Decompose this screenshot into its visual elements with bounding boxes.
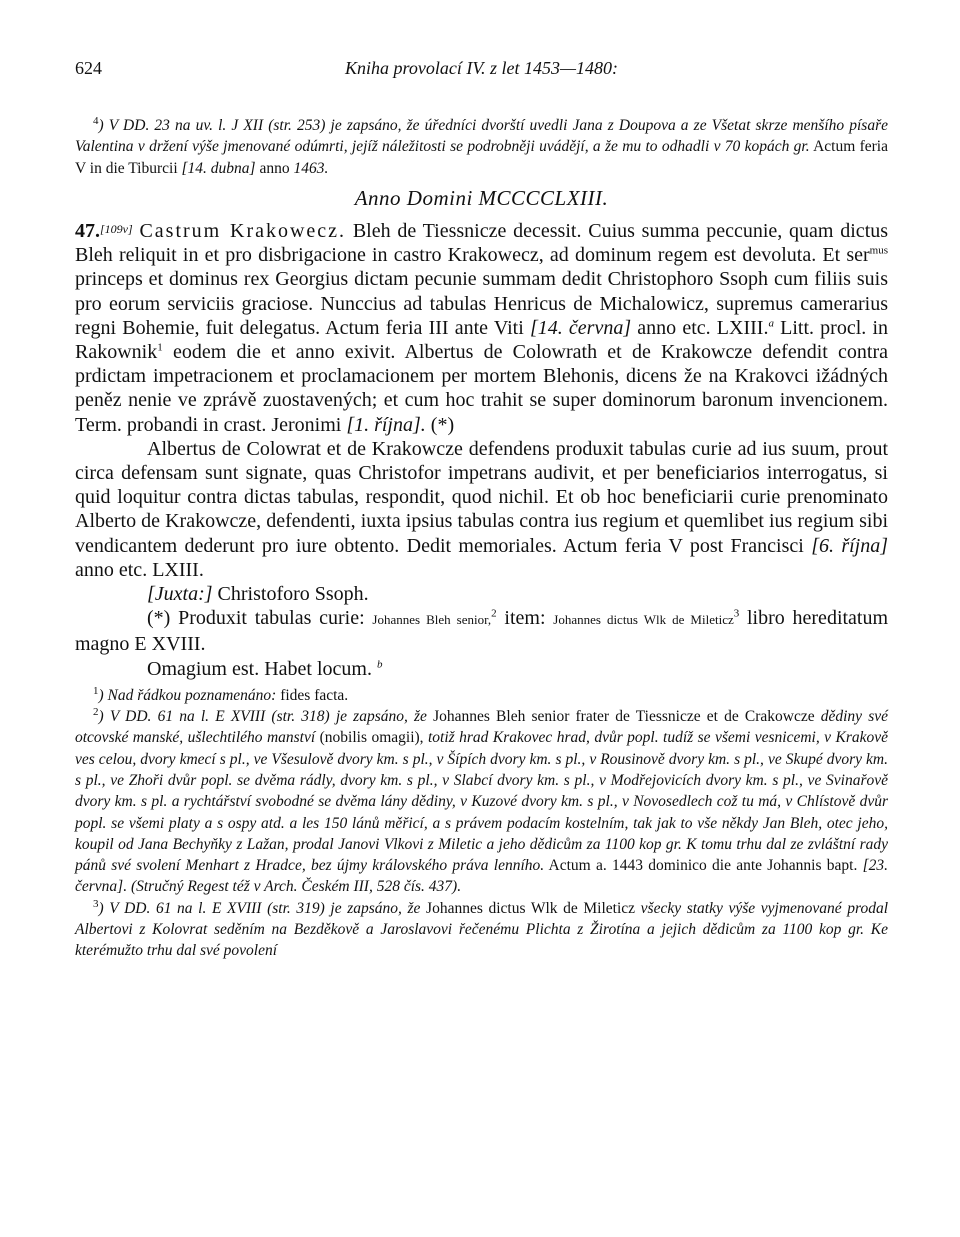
entry-text: Litt. procl. in Rakownik	[75, 316, 889, 363]
footnote-latin: Johannes dictus Wlk de Mileticz	[426, 899, 636, 917]
date-note: [1. října].	[346, 413, 426, 436]
juxta-line	[75, 582, 888, 606]
entry-47	[75, 217, 888, 681]
star-note	[75, 606, 888, 656]
footnote-latin: fides facta.	[280, 686, 349, 704]
footnote-latin: (nobilis omagii),	[319, 729, 424, 747]
note-mark: 1	[157, 341, 163, 354]
date-note: [14. června]	[529, 316, 632, 339]
footnote-mark: 3	[93, 897, 99, 910]
entry-paragraph	[75, 437, 888, 582]
year-heading: Anno Domini MCCCCLXIII.	[354, 185, 609, 210]
date-note: [6. října]	[811, 534, 889, 557]
superscript: mus	[869, 244, 888, 257]
entry-text: (*) Produxit tabulas curie:	[147, 607, 365, 630]
castrum-title: Castrum Krakowecz.	[139, 219, 347, 242]
footnote-date: [14. dubna]	[181, 159, 256, 177]
running-head	[75, 58, 888, 88]
footnote-text: totiž hrad Krakovec hrad, dvůr popl. tudíž se všemi vesnicemi, v Krakově ves celou, dvory kmecí s pl., ve Všesulově dvory km. s pl., v Šípích dvory km. s pl., v Rousinově dvory km. s pl., ve Skupé dvory km. s pl., ve Zhoři dvůr popl. se dvěma rádly, dvory km. s pl., v Slabcí dvory km. s pl., v Modřejovicích dvory km. s pl., ve Svinařově dvory km. s pl. a rychtářství svobodné se dvěma lány dědiny, v Kuzové dvory km. s pl., v Novosedlech což tu má, v Chlístově dvůr popl. se všemi platy a s ospy atd. a les 150 lánů měřicí, a s právem podacím kostelním, tak jak to vše někdy Jan Bleh, otec jeho, koupil od Jana Bechyňky z Lažan, prodal Janovi Vlkovi z Miletic a jeho dědicům za 1100 kop gr. K tomu trhu dal ze zvláštní rady pánů své svolení Menhart z Hradce, bez újmy královského práva lenního.	[75, 729, 889, 875]
footnote-text: ) V DD. 61 na l. E XVIII (str. 318) je zapsáno, že	[98, 708, 427, 726]
entry-text: Omagium est. Habet locum.	[147, 657, 372, 680]
folio-mark: [109v]	[100, 221, 133, 236]
omagium-line	[75, 657, 888, 681]
footnote-mark: 1	[93, 684, 99, 697]
footnote-latin: anno	[259, 159, 290, 177]
footnote-2	[75, 706, 888, 898]
entry-text: Albertus de Colowrat et de Krakowcze defendens produxit tabulas curie ad ius suum, prout circa defensam sunt signate, quas Christofor impetrans audivit, et per beneficiarios interrogatus, si quid loquitur contra dictas tabulas, respondit, quod nichil. Et ob hoc beneficiarii curie prenominato Alberto de Krakowcze, defendenti, iuxta ipsius tabulas contra ius regium et quemlibet ius regium sibi vendicantem dederunt pro iure obtento. Dedit memoriales. Actum feria V post Francisci	[75, 437, 888, 557]
footnotes	[75, 685, 888, 962]
footnote-year: 1463.	[293, 159, 329, 177]
page	[75, 58, 888, 962]
note-mark: b	[376, 657, 383, 670]
note-mark: 3	[733, 607, 740, 620]
note-mark: 2	[491, 607, 497, 620]
entry-text: Bleh de Tiessnicze decessit. Cuius summa peccunie, quam dictus Bleh reliquit in et pro disbrigacione in castro Krakowecz, ad dominum regem est devoluta. Et ser	[75, 219, 889, 267]
entry-text: eodem die et anno exivit. Albertus de Colowrath et de Krakowcze defendit contra prdictam impetracionem et proclamacionem per mortem Blehonis, dicens že na Krakovci ižádných peněz nenie ve zprávě zuostavených; et cum hoc trahit se super dominorum baronum invencionem. Term. probandi in crast. Jeronimi	[75, 340, 888, 436]
entry-text: anno etc. LXIII.	[75, 558, 204, 581]
footnote-text: všecky statky výše vyjmenované prodal Albertovi z Kolovrat seděním na Bezděkově a Jaroslavovi řečenému Plichta z Žirotína a jejich dědicům za 1100 kop gr. Ke kterémužto trhu dal své povolení	[75, 899, 889, 960]
entry-text: princeps et dominus rex Georgius dictam pecunie summam dedit Christophoro Ssoph cum filiis suis pro eorum serviciis graciose. Nunccius ad tabulas Henricus de Michalowicz, supremus camerarius regni Bohemie, fuit delegatus. Actum feria III ante Viti	[75, 268, 888, 339]
footnote-mark: 4	[93, 114, 99, 127]
entry-number: 47.	[75, 219, 100, 242]
juxta-label: [Juxta:]	[147, 582, 213, 605]
footnote-latin: Johannes Bleh senior frater de Tiessnicze et de Crakowcze	[433, 708, 815, 726]
footnote-text: ) V DD. 23 na uv. l. J XII (str. 253) je zapsáno, že úředníci dvorští uvedli Jana z Doupova a ze Všetat skrze menšího písaře Valentina v držení výše jmenované odúmrti, jejíž náležitosti se podrobněji uvádějí, a že mu to odhadli v 70 kopách gr.	[75, 117, 888, 156]
entry-text: libro hereditatum magno E XVIII.	[75, 607, 889, 656]
small-text: Johannes Bleh senior,	[372, 612, 492, 628]
small-text: Johannes dictus Wlk de Mileticz	[553, 612, 734, 628]
footnote-4	[75, 115, 888, 179]
entry-text: (*)	[430, 413, 455, 436]
page-number: 624	[75, 58, 102, 78]
footnote-latin: Actum feria V in die Tiburcii	[75, 138, 888, 177]
note-mark: a	[768, 317, 774, 330]
footnote-latin: Actum a. 1443 dominico die ante Johannis bapt.	[548, 857, 858, 875]
entry-text: item:	[504, 607, 546, 630]
footnote-text: ) Nad řádkou poznamenáno:	[98, 686, 277, 704]
footnote-3	[75, 898, 888, 962]
entry-text: anno etc. LXIII.	[637, 316, 769, 339]
footnote-text: ) V DD. 61 na l. E XVIII (str. 319) je zapsáno, že	[98, 899, 421, 917]
footnote-mark: 2	[93, 705, 99, 718]
footnote-text: dědiny své otcovské manské, ušlechtilého manství	[75, 708, 889, 747]
footnote-text: [23. června]. (Stručný Regest též v Arch. Českém III, 528 čís. 437).	[75, 857, 888, 896]
running-title: Kniha provolací IV. z let 1453—1480:	[345, 58, 618, 78]
juxta-name: Christoforo Ssoph.	[217, 582, 369, 605]
entry-paragraph	[75, 217, 888, 437]
footnote-1	[75, 685, 888, 706]
